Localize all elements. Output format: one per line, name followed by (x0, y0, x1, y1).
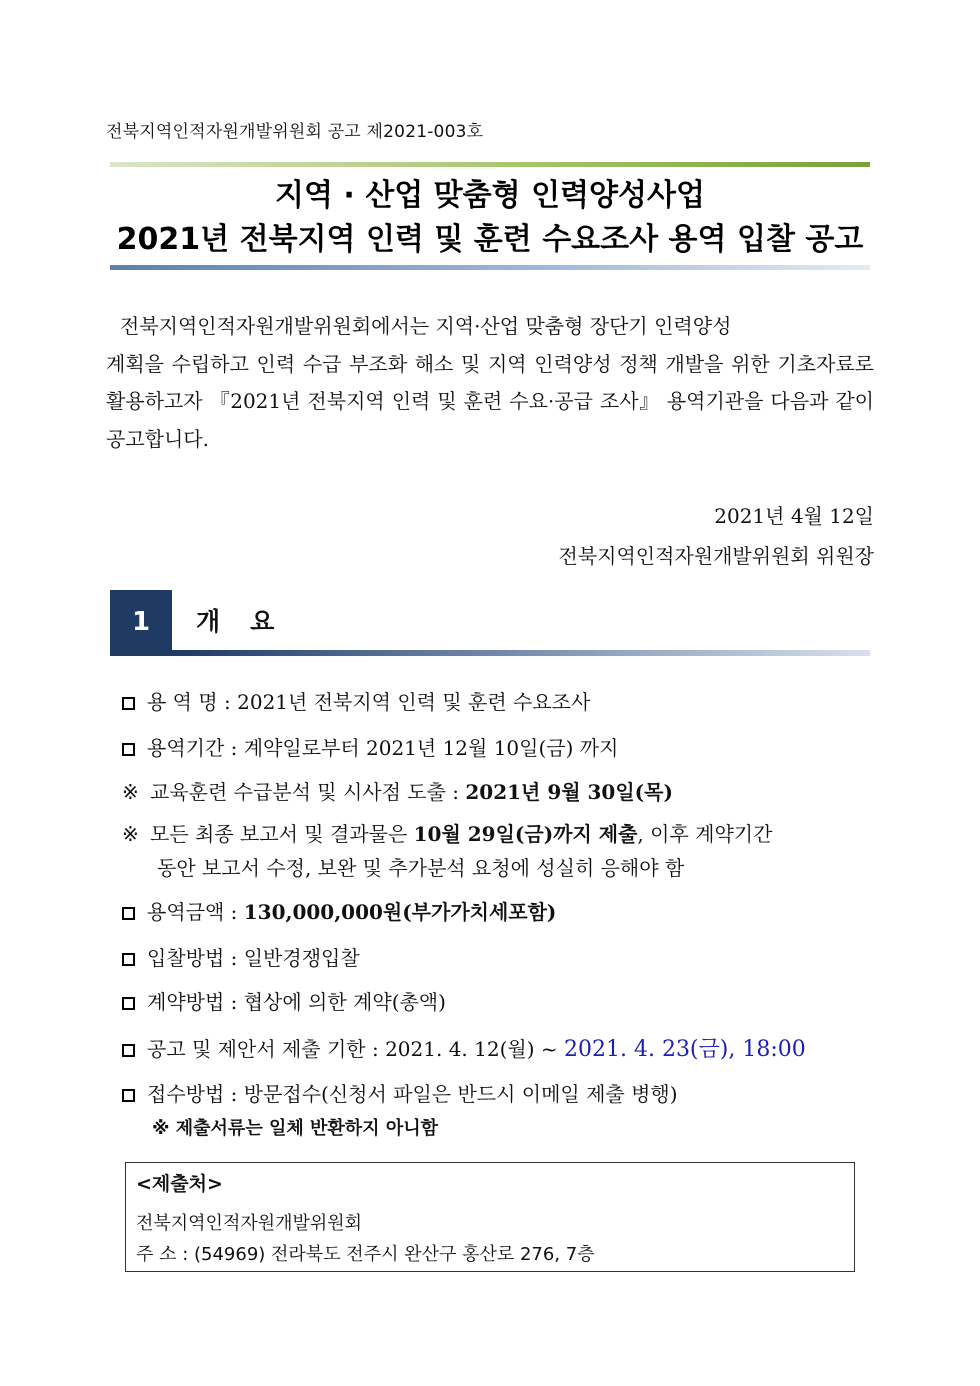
checkbox-icon (122, 743, 135, 756)
title-line-2: 2021년 전북지역 인력 및 훈련 수요조사 용역 입찰 공고 (116, 222, 864, 257)
title-bottom-rule (110, 265, 870, 270)
submission-org: 전북지역인적자원개발위원회 (136, 1213, 363, 1234)
note-report-text-a: 모든 최종 보고서 및 결과물은 (150, 822, 414, 846)
item-service-period (122, 732, 618, 761)
note-report-text-b: , 이후 계약기간 (637, 822, 773, 846)
notice-number: 전북지역인적자원개발위원회 공고 제2021-003호 (106, 122, 484, 142)
item-note-report (122, 818, 772, 847)
reference-mark-icon: ※ (122, 780, 139, 804)
title-block (100, 174, 880, 262)
contract-method-text: 계약방법 : 협상에 의한 계약(총액) (147, 990, 446, 1014)
intro-paragraph (106, 308, 874, 458)
checkbox-icon (122, 953, 135, 966)
item-service-period-text: 용역기간 : 계약일로부터 2021년 12월 10일(금) 까지 (147, 736, 619, 760)
item-note-report-line-2: 동안 보고서 수정, 보완 및 추가분석 요청에 성실히 응해야 함 (157, 856, 685, 880)
note-report-deadline: 10월 29일(금)까지 제출 (413, 822, 638, 846)
section-header (110, 590, 870, 656)
reference-mark-icon: ※ (122, 822, 139, 846)
item-receipt-method (122, 1078, 678, 1107)
signer: 전북지역인적자원개발위원회 위원장 (558, 544, 874, 568)
deadline-date: 2021. 4. 23(금), 18:00 (563, 1037, 806, 1062)
checkbox-icon (122, 1044, 135, 1057)
submission-address: 주 소 : (54969) 전라북도 전주시 완산구 홍산로 276, 7층 (136, 1244, 595, 1265)
checkbox-icon (122, 1089, 135, 1102)
note-analysis-text: 교육훈련 수급분석 및 시사점 도출 : (150, 780, 466, 804)
submission-box (125, 1162, 855, 1272)
item-note-analysis (122, 776, 673, 805)
item-deadline (122, 1032, 806, 1063)
amount-value: 130,000,000원(부가가치세포함) (243, 900, 557, 924)
amount-label: 용역금액 : (147, 900, 244, 924)
item-service-name (122, 686, 590, 715)
title-line-1: 지역 · 산업 맞춤형 인력양성사업 (275, 178, 705, 213)
top-rule (110, 162, 870, 167)
notice-date: 2021년 4월 12일 (714, 504, 874, 528)
item-bid-method (122, 942, 360, 971)
submission-title: <제출처> (136, 1173, 223, 1195)
bid-method-text: 입찰방법 : 일반경쟁입찰 (147, 946, 360, 970)
section-underline (172, 650, 870, 656)
item-contract-method (122, 986, 446, 1015)
intro-line-1: 전북지역인적자원개발위원회에서는 지역·산업 맞춤형 장단기 인력양성 (120, 314, 732, 338)
item-amount (122, 896, 556, 925)
deadline-text: 공고 및 제안서 제출 기한 : 2021. 4. 12(월) ~ (147, 1037, 564, 1061)
intro-rest: 계획을 수립하고 인력 수급 부조화 해소 및 지역 인력양성 정책 개발을 위한 기초자료로 활용하고자 『2021년 전북지역 인력 및 훈련 수요·공급 조사』 용역기관을 다음과 같이 공고합니다. (106, 351, 874, 451)
receipt-method-text: 접수방법 : 방문접수(신청서 파일은 반드시 이메일 제출 병행) (147, 1082, 678, 1106)
note-analysis-date: 2021년 9월 30일(목) (465, 780, 673, 804)
checkbox-icon (122, 997, 135, 1010)
checkbox-icon (122, 907, 135, 920)
section-title: 개요 (196, 607, 305, 636)
checkbox-icon (122, 697, 135, 710)
item-service-name-text: 용 역 명 : 2021년 전북지역 인력 및 훈련 수요조사 (147, 690, 591, 714)
no-return-note: ※ 제출서류는 일체 반환하지 아니함 (152, 1118, 438, 1139)
section-number: 1 (110, 590, 172, 656)
